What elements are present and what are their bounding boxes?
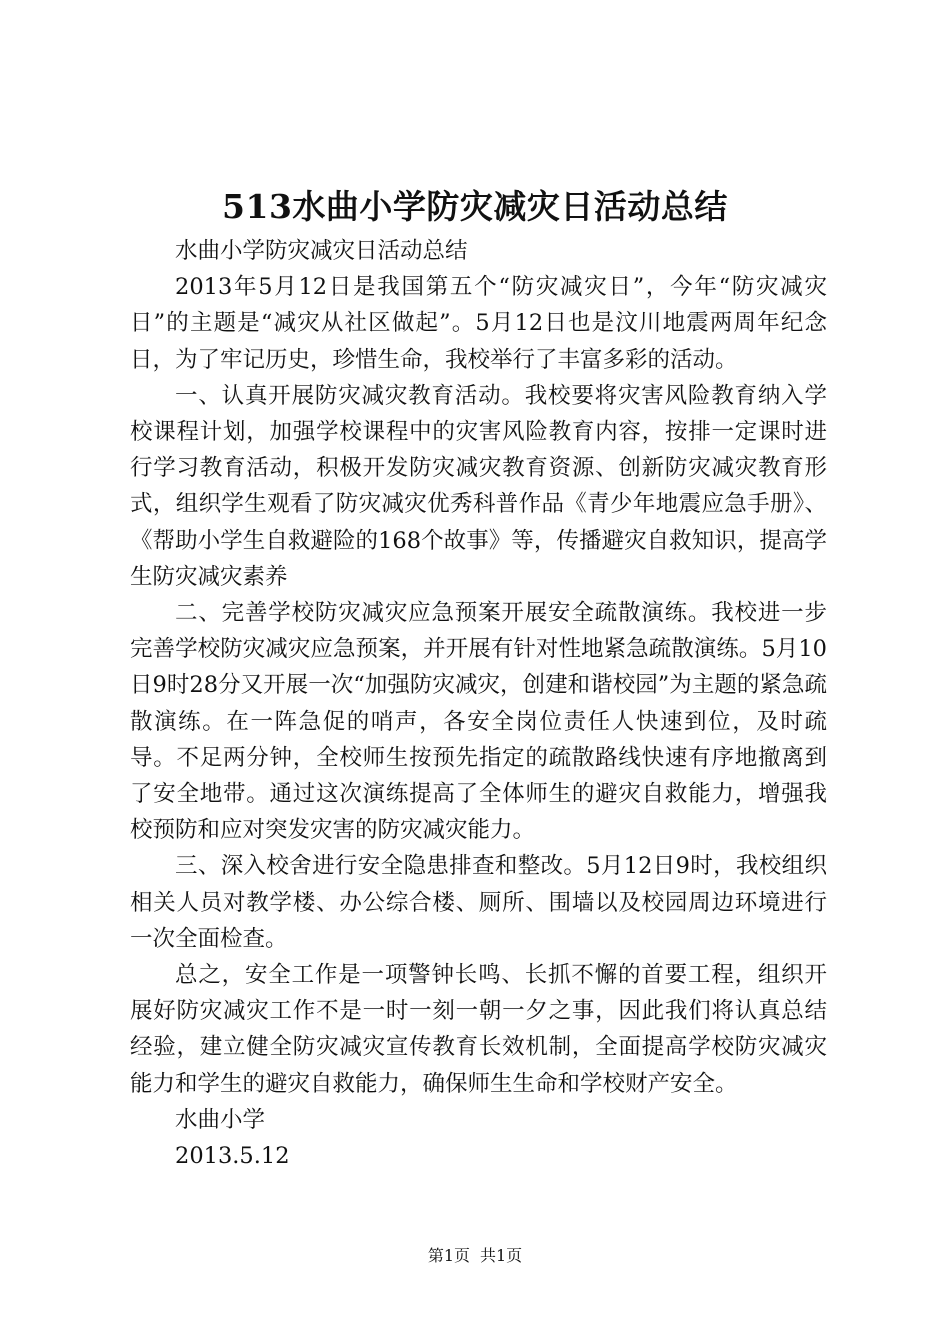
document-date: 2013.5.12 <box>175 1143 290 1170</box>
page-footer <box>0 1244 950 1268</box>
page-total: 共1页 <box>480 1246 523 1265</box>
section-two-paragraph: 二、完善学校防灾减灾应急预案开展安全疏散演练。我校进一步完善学校防灾减灾应急预案，并开展有针对性地紧急疏散演练。5月10日9时28分又开展一次“加强防灾减灾，创建和谐校园”为主题的紧急疏散演练。在一阵急促的哨声，各安全岗位责任人快速到位，及时疏导。不足两分钟，全校师生按预先指定的疏散路线快速有序地撤离到了安全地带。通过这次演练提高了全体师生的避灾自救能力，增强我校预防和应对突发灾害的防灾减灾能力。 <box>130 600 827 844</box>
signature: 水曲小学 <box>175 1106 266 1133</box>
document-body <box>130 233 827 1174</box>
document-title: 513水曲小学防灾减灾日活动总结 <box>222 187 728 226</box>
summary-paragraph: 总之，安全工作是一项警钟长鸣、长抓不懈的首要工程，组织开展好防灾减灾工作不是一时一刻一朝一夕之事，因此我们将认真总结经验，建立健全防灾减灾宣传教育长效机制，全面提高学校防灾减灾能力和学生的避灾自救能力，确保师生生命和学校财产安全。 <box>130 962 827 1097</box>
intro-paragraph: 2013年5月12日是我国第五个“防灾减灾日”，今年“防灾减灾日”的主题是“减灾从社区做起”。5月12日也是汶川地震两周年纪念日，为了牢记历史，珍惜生命，我校举行了丰富多彩的活动。 <box>130 274 827 373</box>
subtitle-paragraph: 水曲小学防灾减灾日活动总结 <box>175 238 468 264</box>
section-one-paragraph: 一、认真开展防灾减灾教育活动。我校要将灾害风险教育纳入学校课程计划，加强学校课程中的灾害风险教育内容，按排一定课时进行学习教育活动，积极开发防灾减灾教育资源、创新防灾减灾教育形式，组织学生观看了防灾减灾优秀科普作品《青少年地震应急手册》、《帮助小学生自救避险的168个故事》等，传播避灾自救知识，提高学生防灾减灾素养 <box>130 382 827 590</box>
page-number: 第1页 <box>427 1246 470 1265</box>
section-three-paragraph: 三、深入校舍进行安全隐患排查和整改。5月12日9时，我校组织相关人员对教学楼、办公综合楼、厕所、围墙以及校园周边环境进行一次全面检查。 <box>130 853 827 952</box>
